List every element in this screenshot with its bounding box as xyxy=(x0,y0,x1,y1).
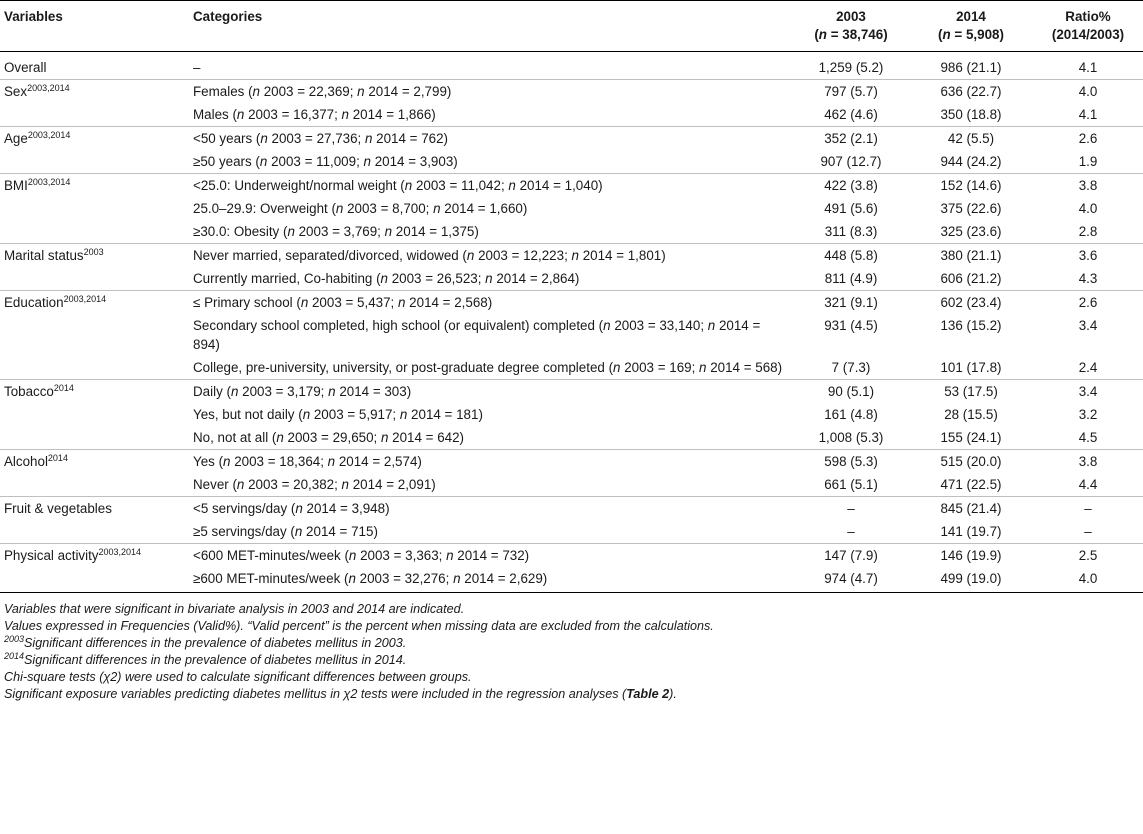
cell-category: Never married, separated/divorced, widowed (n 2003 = 12,223; n 2014 = 1,801) xyxy=(189,244,789,268)
cell-category: Males (n 2003 = 16,377; n 2014 = 1,866) xyxy=(193,107,436,122)
cell-ratio: 3.4 xyxy=(1029,380,1143,404)
cell-ratio: 4.0 xyxy=(1029,567,1143,593)
footnote-4 xyxy=(4,652,1143,669)
header-variables: Variables xyxy=(4,9,63,24)
cell-category: College, pre-university, university, or post-graduate degree completed (n 2003 = 169; n 2014 = 568) xyxy=(193,360,783,375)
table-row xyxy=(0,127,1143,151)
cell-ratio: 2.8 xyxy=(1078,224,1098,239)
table-row xyxy=(0,450,1143,474)
cell-2014: 471 (22.5) xyxy=(940,477,1002,492)
cell-ratio: 2.4 xyxy=(1078,360,1098,375)
table-row xyxy=(0,567,1143,593)
cell-2014: 499 (19.0) xyxy=(909,567,1029,593)
cell-variable xyxy=(0,150,189,174)
cell-category: 25.0–29.9: Overweight (n 2003 = 8,700; n 2014 = 1,660) xyxy=(193,201,528,216)
cell-ratio: 4.0 xyxy=(1029,80,1143,104)
cell-ratio: 4.1 xyxy=(1078,107,1098,122)
cell-2003: 352 (2.1) xyxy=(789,127,909,151)
cell-variable xyxy=(0,567,189,593)
table-row xyxy=(0,197,1143,220)
cell-category: ≥50 years (n 2003 = 11,009; n 2014 = 3,903) xyxy=(193,154,458,169)
cell-2014: 136 (15.2) xyxy=(940,318,1002,333)
cell-variable xyxy=(0,291,189,315)
cell-2003: 161 (4.8) xyxy=(824,407,878,422)
footnotes xyxy=(0,593,1143,703)
cell-2003: 598 (5.3) xyxy=(789,450,909,474)
cell-2014: 141 (19.7) xyxy=(940,524,1002,539)
cell-category: <600 MET-minutes/week (n 2003 = 3,363; n 2014 = 732) xyxy=(189,544,789,568)
cell-2014: 53 (17.5) xyxy=(909,380,1029,404)
table-row xyxy=(0,473,1143,497)
cell-2003: – xyxy=(847,524,855,539)
table-row xyxy=(0,497,1143,521)
cell-category: <25.0: Underweight/normal weight (n 2003 = 11,042; n 2014 = 1,040) xyxy=(189,174,789,198)
variable-superscript: 2003,2014 xyxy=(27,177,71,187)
cell-2014: 375 (22.6) xyxy=(940,201,1002,216)
cell-2003: 422 (3.8) xyxy=(789,174,909,198)
cell-ratio: 3.4 xyxy=(1078,318,1098,333)
cell-2003: 462 (4.6) xyxy=(824,107,878,122)
cell-2014: 380 (21.1) xyxy=(909,244,1029,268)
cell-2014: 325 (23.6) xyxy=(940,224,1002,239)
cell-category: ≤ Primary school (n 2003 = 5,437; n 2014 = 2,568) xyxy=(189,291,789,315)
header-ratio xyxy=(1029,1,1143,52)
variable-superscript: 2003 xyxy=(83,247,104,257)
cell-variable xyxy=(0,314,189,356)
cell-variable xyxy=(0,356,189,380)
cell-variable xyxy=(0,220,189,244)
table-row xyxy=(0,520,1143,544)
cell-ratio: 4.3 xyxy=(1078,271,1098,286)
cell-ratio: 2.5 xyxy=(1029,544,1143,568)
cell-2014: 152 (14.6) xyxy=(909,174,1029,198)
cell-ratio: 4.1 xyxy=(1078,60,1098,75)
cell-2014: 636 (22.7) xyxy=(909,80,1029,104)
cell-category: ≥600 MET-minutes/week (n 2003 = 32,276; n 2014 = 2,629) xyxy=(189,567,789,593)
header-ratio-label: Ratio% xyxy=(1065,9,1111,24)
footnote-6-post: ). xyxy=(669,687,677,701)
cell-variable xyxy=(0,244,189,268)
footnote-4-sup: 2014 xyxy=(4,651,25,661)
variable-label: Physical activity xyxy=(4,548,99,563)
cell-ratio: 2.6 xyxy=(1029,127,1143,151)
variable-superscript: 2003,2014 xyxy=(98,547,142,557)
cell-variable xyxy=(0,497,189,521)
header-ratio-sub: (2014/2003) xyxy=(1051,27,1125,42)
header-2003-n: (n = 38,746) xyxy=(814,27,888,42)
table-row xyxy=(0,244,1143,268)
cell-category: – xyxy=(193,60,201,75)
cell-2014: 155 (24.1) xyxy=(940,430,1002,445)
cell-ratio: – xyxy=(1084,524,1092,539)
variable-label: Education xyxy=(4,295,64,310)
cell-2003: 661 (5.1) xyxy=(824,477,878,492)
cell-2003: 907 (12.7) xyxy=(820,154,882,169)
cell-category: <50 years (n 2003 = 27,736; n 2014 = 762) xyxy=(189,127,789,151)
cell-2003: 491 (5.6) xyxy=(824,201,878,216)
cell-ratio: 4.4 xyxy=(1078,477,1098,492)
footnote-3-text: Significant differences in the prevalence of diabetes mellitus in 2003. xyxy=(24,636,407,650)
cell-ratio: 4.0 xyxy=(1078,201,1098,216)
cell-variable xyxy=(0,80,189,104)
cell-variable xyxy=(0,380,189,404)
cell-2014: 602 (23.4) xyxy=(909,291,1029,315)
table-row xyxy=(0,174,1143,198)
cell-category: ≥30.0: Obesity (n 2003 = 3,769; n 2014 = 1,375) xyxy=(193,224,479,239)
header-categories: Categories xyxy=(193,9,263,24)
cell-variable xyxy=(0,103,189,127)
header-2014-year: 2014 xyxy=(956,9,986,24)
cell-category: Secondary school completed, high school (or equivalent) completed (n 2003 = 33,140; n 2014 = 894) xyxy=(193,318,761,352)
table-row xyxy=(0,314,1143,356)
header-2014 xyxy=(909,1,1029,52)
cell-ratio: 1.9 xyxy=(1078,154,1098,169)
cell-2014: 28 (15.5) xyxy=(944,407,998,422)
cell-variable xyxy=(0,520,189,544)
footnote-6 xyxy=(4,686,1143,703)
footnote-3-sup: 2003 xyxy=(4,634,25,644)
cell-2003: 311 (8.3) xyxy=(824,224,878,239)
cell-2003: 90 (5.1) xyxy=(789,380,909,404)
cell-2003: 321 (9.1) xyxy=(789,291,909,315)
variable-superscript: 2003,2014 xyxy=(63,294,107,304)
cell-2003: 1,259 (5.2) xyxy=(818,60,884,75)
variable-superscript: 2014 xyxy=(53,383,74,393)
table-2-link[interactable]: Table 2 xyxy=(626,687,670,701)
variable-label: Overall xyxy=(4,60,47,75)
cell-2014: 944 (24.2) xyxy=(940,154,1002,169)
table-row xyxy=(0,220,1143,244)
table-row xyxy=(0,356,1143,380)
cell-variable xyxy=(0,450,189,474)
cell-category: <5 servings/day (n 2014 = 3,948) xyxy=(189,497,789,521)
cell-ratio: 3.6 xyxy=(1029,244,1143,268)
cell-variable xyxy=(0,473,189,497)
cell-ratio: 3.8 xyxy=(1029,450,1143,474)
cell-2014: 350 (18.8) xyxy=(940,107,1002,122)
variable-label: Marital status xyxy=(4,248,84,263)
table-row xyxy=(0,80,1143,104)
cell-2014: 845 (21.4) xyxy=(909,497,1029,521)
cell-2014: 101 (17.8) xyxy=(940,360,1002,375)
variable-label: Age xyxy=(4,131,28,146)
variable-superscript: 2003,2014 xyxy=(27,130,71,140)
cell-category: ≥5 servings/day (n 2014 = 715) xyxy=(193,524,378,539)
cell-2003: 811 (4.9) xyxy=(824,271,878,286)
footnote-2: Values expressed in Frequencies (Valid%). “Valid percent” is the percent when missing data are excluded from the calculations. xyxy=(4,619,714,633)
header-2003 xyxy=(789,1,909,52)
variable-superscript: 2014 xyxy=(47,453,68,463)
cell-category: Yes (n 2003 = 18,364; n 2014 = 2,574) xyxy=(189,450,789,474)
variable-label: BMI xyxy=(4,178,28,193)
table-row xyxy=(0,291,1143,315)
cell-2014: 986 (21.1) xyxy=(940,60,1002,75)
cell-2003: 797 (5.7) xyxy=(789,80,909,104)
footnote-1: Variables that were significant in bivariate analysis in 2003 and 2014 are indicated. xyxy=(4,602,465,616)
cell-ratio: 3.8 xyxy=(1029,174,1143,198)
variable-label: Tobacco xyxy=(4,384,54,399)
cell-ratio: 4.5 xyxy=(1078,430,1098,445)
cell-ratio: 3.2 xyxy=(1078,407,1098,422)
footnote-4-text: Significant differences in the prevalence of diabetes mellitus in 2014. xyxy=(24,653,407,667)
cell-category: Daily (n 2003 = 3,179; n 2014 = 303) xyxy=(189,380,789,404)
cell-category: Currently married, Co-habiting (n 2003 = 26,523; n 2014 = 2,864) xyxy=(193,271,580,286)
footnote-6-pre: Significant exposure variables predicting diabetes mellitus in χ2 tests were included in the regression analyses ( xyxy=(4,687,627,701)
footnote-3 xyxy=(4,635,1143,652)
cell-2014: 42 (5.5) xyxy=(909,127,1029,151)
cell-variable xyxy=(0,52,189,80)
footnote-5: Chi-square tests (χ2) were used to calculate significant differences between groups. xyxy=(4,670,472,684)
table-row xyxy=(0,52,1143,80)
cell-variable xyxy=(0,267,189,291)
cell-2003: 147 (7.9) xyxy=(789,544,909,568)
cell-2014: 146 (19.9) xyxy=(909,544,1029,568)
table-row xyxy=(0,403,1143,426)
header-2014-n: (n = 5,908) xyxy=(938,27,1004,42)
cell-ratio: 2.6 xyxy=(1029,291,1143,315)
cell-2003: 7 (7.3) xyxy=(831,360,871,375)
cell-2014: 606 (21.2) xyxy=(940,271,1002,286)
cell-category: No, not at all (n 2003 = 29,650; n 2014 = 642) xyxy=(193,430,465,445)
cell-2003: 448 (5.8) xyxy=(789,244,909,268)
cell-variable xyxy=(0,403,189,426)
table-body xyxy=(0,52,1143,593)
cell-category: Females (n 2003 = 22,369; n 2014 = 2,799) xyxy=(189,80,789,104)
cell-variable xyxy=(0,426,189,450)
cell-variable xyxy=(0,544,189,568)
table-row xyxy=(0,150,1143,174)
variable-label: Alcohol xyxy=(4,454,48,469)
table-row xyxy=(0,103,1143,127)
variable-label: Fruit & vegetables xyxy=(4,501,112,516)
cell-2014: 515 (20.0) xyxy=(909,450,1029,474)
cell-ratio: – xyxy=(1029,497,1143,521)
cell-variable xyxy=(0,127,189,151)
cell-2003: 974 (4.7) xyxy=(789,567,909,593)
table-row xyxy=(0,267,1143,291)
table-row xyxy=(0,426,1143,450)
cell-variable xyxy=(0,174,189,198)
table-row xyxy=(0,380,1143,404)
variable-superscript: 2003,2014 xyxy=(27,83,70,93)
variable-label: Sex xyxy=(4,84,28,99)
cell-category: Yes, but not daily (n 2003 = 5,917; n 2014 = 181) xyxy=(193,407,483,422)
header-2003-year: 2003 xyxy=(836,9,866,24)
cell-variable xyxy=(0,197,189,220)
cell-category: Never (n 2003 = 20,382; n 2014 = 2,091) xyxy=(193,477,436,492)
cell-2003: 1,008 (5.3) xyxy=(818,430,884,445)
cell-2003: 931 (4.5) xyxy=(824,318,878,333)
table-header xyxy=(0,1,1143,52)
cell-2003: – xyxy=(789,497,909,521)
table-row xyxy=(0,544,1143,568)
